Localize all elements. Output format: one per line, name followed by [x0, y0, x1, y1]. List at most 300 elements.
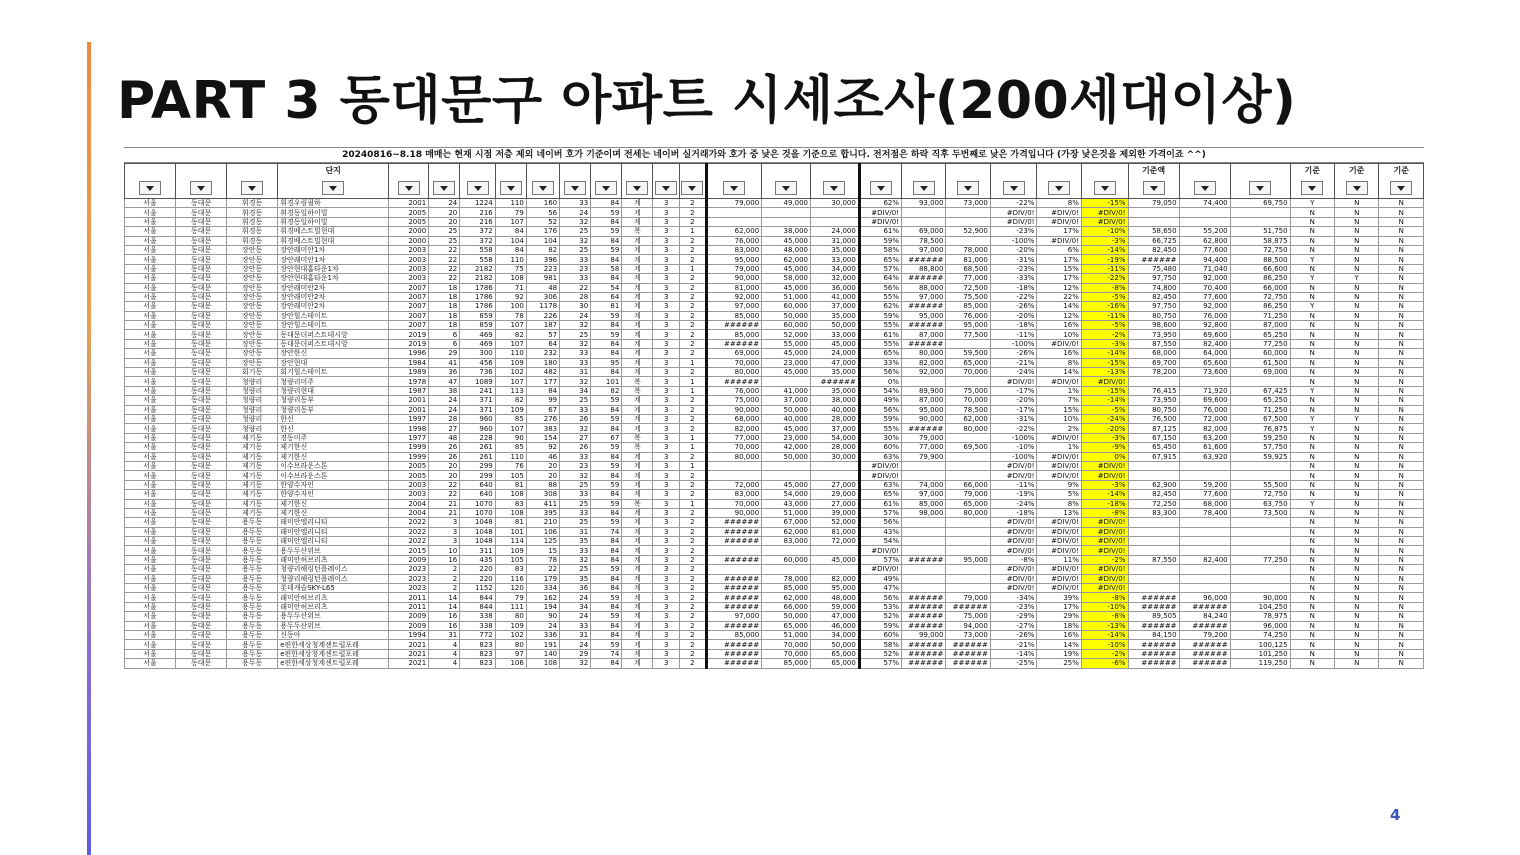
- table-cell: 2005: [389, 471, 429, 480]
- table-cell: 6%: [1037, 245, 1081, 254]
- table-cell: 서울: [125, 602, 176, 611]
- table-cell: 306: [526, 292, 559, 301]
- table-cell: 17%: [1037, 274, 1081, 283]
- table-cell: [811, 208, 860, 217]
- table-cell: N: [1290, 339, 1334, 348]
- table-cell: 53%: [859, 602, 901, 611]
- filter-dropdown-icon[interactable]: [1249, 181, 1271, 195]
- table-cell: 76,000: [946, 311, 990, 320]
- table-cell: 2182: [460, 274, 496, 283]
- table-cell: 109: [495, 546, 526, 555]
- table-cell: 84: [526, 386, 559, 395]
- table-cell: 65,000: [946, 358, 990, 367]
- table-row: [125, 612, 1424, 621]
- filter-dropdown-icon[interactable]: [823, 181, 845, 195]
- header-label: 기준액: [1141, 166, 1166, 175]
- table-cell: 79,200: [1179, 630, 1230, 639]
- table-cell: -14%: [1081, 630, 1128, 639]
- filter-dropdown-icon[interactable]: [241, 181, 263, 195]
- table-cell: 68,000: [1128, 349, 1179, 358]
- table-cell: 29,000: [811, 490, 860, 499]
- table-cell: 26: [560, 414, 591, 423]
- table-cell: 2003: [389, 255, 429, 264]
- table-cell: 동대문: [176, 452, 227, 461]
- table-cell: 45,000: [762, 424, 811, 433]
- table-cell: 서울: [125, 386, 176, 395]
- table-cell: 68,000: [1179, 499, 1230, 508]
- filter-dropdown-icon[interactable]: [775, 181, 797, 195]
- table-cell: 88,800: [902, 264, 946, 273]
- table-cell: [1128, 461, 1179, 470]
- table-cell: 65%: [859, 255, 901, 264]
- table-row: [125, 405, 1424, 414]
- table-cell: 서울: [125, 274, 176, 283]
- table-cell: 24: [560, 612, 591, 621]
- table-cell: 31: [560, 630, 591, 639]
- table-cell: 26: [560, 443, 591, 452]
- table-row: [125, 555, 1424, 564]
- table-cell: 59: [591, 640, 622, 649]
- table-cell: [811, 565, 860, 574]
- table-cell: 40,000: [811, 405, 860, 414]
- table-cell: 19%: [1037, 649, 1081, 658]
- table-cell: 0%: [1081, 452, 1128, 461]
- table-cell: N: [1290, 508, 1334, 517]
- table-cell: 80,750: [1128, 405, 1179, 414]
- table-cell: 83,000: [706, 490, 762, 499]
- filter-dropdown-icon[interactable]: [870, 181, 892, 195]
- table-cell: 56%: [859, 405, 901, 414]
- table-row: [125, 227, 1424, 236]
- table-cell: 장안힐스테이트: [278, 321, 389, 330]
- table-row: [125, 339, 1424, 348]
- table-cell: 동대문: [176, 405, 227, 414]
- table-cell: N: [1334, 602, 1378, 611]
- table-cell: 계: [622, 208, 653, 217]
- table-cell: [1179, 377, 1230, 386]
- filter-dropdown-icon[interactable]: [1048, 181, 1070, 195]
- table-cell: 65%: [859, 490, 901, 499]
- table-cell: 59%: [859, 621, 901, 630]
- table-cell: 15: [526, 546, 559, 555]
- table-cell: 24: [429, 396, 460, 405]
- table-cell: #DIV/0!: [859, 217, 901, 226]
- table-cell: 104: [495, 236, 526, 245]
- table-cell: 계: [622, 339, 653, 348]
- table-cell: N: [1334, 593, 1378, 602]
- table-cell: 3: [653, 208, 680, 217]
- table-cell: 계: [622, 565, 653, 574]
- filter-dropdown-icon[interactable]: [500, 181, 522, 195]
- table-cell: 65,000: [946, 499, 990, 508]
- filter-dropdown-icon[interactable]: [398, 181, 420, 195]
- filter-dropdown-icon[interactable]: [433, 181, 455, 195]
- table-cell: 49,000: [762, 199, 811, 208]
- table-cell: [946, 452, 990, 461]
- table-cell: 59%: [859, 414, 901, 423]
- table-cell: -8%: [1081, 593, 1128, 602]
- table-cell: N: [1379, 565, 1424, 574]
- table-cell: 용두두산위브: [278, 546, 389, 555]
- table-cell: N: [1379, 630, 1424, 639]
- table-cell: #DIV/0!: [1037, 461, 1081, 470]
- header-label: 기준: [1393, 166, 1409, 175]
- table-cell: N: [1379, 640, 1424, 649]
- filter-dropdown-icon[interactable]: [1094, 181, 1116, 195]
- table-cell: 2: [680, 283, 707, 292]
- table-cell: 82,000: [1179, 424, 1230, 433]
- table-cell: 69,000: [706, 349, 762, 358]
- table-cell: [902, 574, 946, 583]
- table-cell: 76,000: [1179, 405, 1230, 414]
- filter-dropdown-icon[interactable]: [723, 181, 745, 195]
- table-cell: 41,000: [762, 386, 811, 395]
- table-cell: -18%: [1081, 499, 1128, 508]
- table-cell: 63%: [859, 480, 901, 489]
- table-cell: 61%: [859, 499, 901, 508]
- table-cell: 용두두산위브: [278, 621, 389, 630]
- table-row: [125, 602, 1424, 611]
- table-cell: 2003: [389, 274, 429, 283]
- table-cell: 107: [495, 321, 526, 330]
- table-cell: 1: [680, 499, 707, 508]
- filter-dropdown-icon[interactable]: [1301, 181, 1323, 195]
- table-cell: 80,000: [946, 424, 990, 433]
- table-cell: [1230, 537, 1290, 546]
- table-cell: N: [1379, 283, 1424, 292]
- table-cell: [946, 217, 990, 226]
- table-cell: 22: [526, 565, 559, 574]
- table-cell: 1997: [389, 414, 429, 423]
- filter-dropdown-icon[interactable]: [1143, 181, 1165, 195]
- table-cell: 3: [653, 574, 680, 583]
- table-cell: 2: [680, 565, 707, 574]
- table-cell: N: [1379, 339, 1424, 348]
- table-cell: N: [1379, 602, 1424, 611]
- table-cell: 16: [429, 612, 460, 621]
- table-cell: -26%: [990, 349, 1037, 358]
- table-cell: [946, 546, 990, 555]
- table-cell: 56%: [859, 593, 901, 602]
- table-cell: 용두동: [227, 640, 278, 649]
- table-cell: 계: [622, 245, 653, 254]
- table-cell: 87,125: [1128, 424, 1179, 433]
- table-cell: 2: [680, 612, 707, 621]
- table-cell: ######: [902, 424, 946, 433]
- filter-dropdown-icon[interactable]: [1003, 181, 1025, 195]
- table-cell: 51,750: [1230, 227, 1290, 236]
- table-cell: N: [1334, 236, 1378, 245]
- table-cell: N: [1334, 621, 1378, 630]
- table-cell: 33: [560, 405, 591, 414]
- filter-dropdown-icon[interactable]: [190, 181, 212, 195]
- table-cell: 17%: [1037, 227, 1081, 236]
- table-cell: 3: [653, 245, 680, 254]
- table-cell: 서울: [125, 264, 176, 273]
- filter-dropdown-icon[interactable]: [467, 181, 489, 195]
- table-cell: 4: [429, 649, 460, 658]
- table-cell: N: [1334, 358, 1378, 367]
- header-label: [861, 164, 901, 166]
- header-label: [429, 164, 459, 166]
- table-cell: 84: [591, 621, 622, 630]
- table-cell: N: [1334, 292, 1378, 301]
- filter-dropdown-icon[interactable]: [1390, 181, 1412, 195]
- table-cell: 30,000: [811, 452, 860, 461]
- table-cell: 107: [495, 217, 526, 226]
- filter-dropdown-icon[interactable]: [532, 181, 554, 195]
- table-cell: 계: [622, 612, 653, 621]
- table-cell: 3: [653, 217, 680, 226]
- table-cell: N: [1290, 227, 1334, 236]
- table-cell: 261: [460, 452, 496, 461]
- table-cell: 25: [429, 236, 460, 245]
- filter-dropdown-icon[interactable]: [957, 181, 979, 195]
- header-cell: [389, 164, 429, 199]
- table-cell: -23%: [990, 602, 1037, 611]
- table-cell: N: [1334, 217, 1378, 226]
- header-label: 기준: [1304, 166, 1321, 175]
- table-cell: 47: [429, 377, 460, 386]
- table-cell: 서울: [125, 640, 176, 649]
- table-cell: 59: [591, 443, 622, 452]
- table-cell: 휘경동: [227, 236, 278, 245]
- table-cell: 장안동: [227, 245, 278, 254]
- table-cell: 3: [653, 405, 680, 414]
- table-cell: 23: [560, 461, 591, 470]
- table-cell: 2: [680, 537, 707, 546]
- table-cell: 서울: [125, 443, 176, 452]
- table-cell: 장안동: [227, 311, 278, 320]
- table-cell: 736: [460, 368, 496, 377]
- table-cell: N: [1334, 490, 1378, 499]
- table-cell: N: [1334, 283, 1378, 292]
- table-cell: 서울: [125, 630, 176, 639]
- table-cell: 1: [680, 264, 707, 273]
- table-cell: N: [1334, 245, 1378, 254]
- filter-dropdown-icon[interactable]: [681, 181, 703, 195]
- table-cell: N: [1334, 452, 1378, 461]
- table-cell: 85,000: [706, 330, 762, 339]
- table-cell: 104,250: [1230, 602, 1290, 611]
- table-cell: 24: [560, 311, 591, 320]
- table-cell: 97,750: [1128, 274, 1179, 283]
- table-cell: ######: [1128, 621, 1179, 630]
- table-cell: #DIV/0!: [1037, 537, 1081, 546]
- table-cell: 동대문: [176, 433, 227, 442]
- table-cell: 3: [653, 659, 680, 668]
- table-cell: 복: [622, 499, 653, 508]
- table-cell: -20%: [1081, 424, 1128, 433]
- table-cell: #DIV/0!: [1037, 518, 1081, 527]
- table-cell: 9%: [1037, 480, 1081, 489]
- table-cell: 33: [560, 508, 591, 517]
- table-cell: 55%: [859, 292, 901, 301]
- table-cell: ######: [902, 255, 946, 264]
- table-cell: 95,000: [706, 255, 762, 264]
- table-cell: 계: [622, 649, 653, 658]
- filter-dropdown-icon[interactable]: [564, 181, 586, 195]
- table-cell: 82,000: [811, 574, 860, 583]
- table-cell: 57%: [859, 508, 901, 517]
- table-cell: 81,000: [706, 283, 762, 292]
- table-cell: 95: [591, 358, 622, 367]
- table-cell: N: [1290, 659, 1334, 668]
- filter-dropdown-icon[interactable]: [1194, 181, 1216, 195]
- table-cell: N: [1334, 321, 1378, 330]
- table-cell: 12%: [1037, 283, 1081, 292]
- filter-dropdown-icon[interactable]: [139, 181, 161, 195]
- table-cell: [762, 461, 811, 470]
- table-cell: 80,000: [902, 349, 946, 358]
- table-cell: 110: [495, 199, 526, 208]
- table-cell: 85,000: [762, 584, 811, 593]
- table-cell: N: [1290, 584, 1334, 593]
- table-cell: N: [1379, 358, 1424, 367]
- table-cell: ######: [706, 339, 762, 348]
- table-cell: [706, 546, 762, 555]
- table-cell: [1128, 208, 1179, 217]
- table-cell: N: [1379, 321, 1424, 330]
- header-label: [227, 164, 277, 166]
- table-cell: 신동아: [278, 630, 389, 639]
- table-cell: ######: [946, 640, 990, 649]
- table-cell: [902, 527, 946, 536]
- filter-dropdown-icon[interactable]: [322, 181, 344, 195]
- header-cell: [811, 164, 860, 199]
- table-cell: N: [1379, 443, 1424, 452]
- table-cell: [762, 471, 811, 480]
- table-cell: 45,000: [762, 236, 811, 245]
- table-cell: 73,950: [1128, 396, 1179, 405]
- table-cell: 장안한신: [278, 349, 389, 358]
- table-cell: 76,000: [1179, 311, 1230, 320]
- table-cell: 서울: [125, 546, 176, 555]
- table-cell: 1999: [389, 452, 429, 461]
- table-cell: [1179, 546, 1230, 555]
- table-cell: 동대문: [176, 499, 227, 508]
- table-cell: 90,000: [902, 414, 946, 423]
- table-row: [125, 527, 1424, 536]
- filter-dropdown-icon[interactable]: [1346, 181, 1368, 195]
- table-cell: 서울: [125, 527, 176, 536]
- table-cell: #DIV/0!: [1081, 574, 1128, 583]
- table-cell: 102: [495, 630, 526, 639]
- table-cell: 1048: [460, 518, 496, 527]
- table-cell: [902, 518, 946, 527]
- table-cell: [946, 471, 990, 480]
- filter-dropdown-icon[interactable]: [913, 181, 935, 195]
- filter-dropdown-icon[interactable]: [655, 181, 677, 195]
- header-cell: [125, 164, 176, 199]
- table-cell: [1230, 518, 1290, 527]
- table-cell: 제기동: [227, 461, 278, 470]
- table-cell: 32: [560, 377, 591, 386]
- table-cell: 68,500: [946, 264, 990, 273]
- table-cell: 25: [560, 245, 591, 254]
- table-cell: 서울: [125, 499, 176, 508]
- table-cell: -3%: [1081, 236, 1128, 245]
- header-cell: [591, 164, 622, 199]
- table-cell: 59: [591, 499, 622, 508]
- table-row: [125, 584, 1424, 593]
- table-cell: [1179, 527, 1230, 536]
- table-cell: 78: [526, 555, 559, 564]
- table-cell: 래미안허브리츠: [278, 555, 389, 564]
- header-cell: [1334, 164, 1378, 199]
- table-cell: 97,750: [1128, 302, 1179, 311]
- table-cell: 1994: [389, 630, 429, 639]
- header-label: [125, 164, 175, 166]
- table-cell: 서울: [125, 424, 176, 433]
- table-cell: 제기동: [227, 452, 278, 461]
- table-cell: -17%: [990, 405, 1037, 414]
- table-cell: 3: [653, 227, 680, 236]
- table-cell: 79,050: [1128, 199, 1179, 208]
- table-cell: 47%: [859, 584, 901, 593]
- table-cell: 37,000: [762, 396, 811, 405]
- table-cell: [1230, 208, 1290, 217]
- table-cell: 71,920: [1179, 386, 1230, 395]
- table-cell: ######: [1128, 640, 1179, 649]
- table-cell: 2001: [389, 199, 429, 208]
- header-cell: [1037, 164, 1081, 199]
- table-cell: Y: [1290, 255, 1334, 264]
- table-cell: 69,500: [946, 443, 990, 452]
- table-row: [125, 490, 1424, 499]
- table-row: [125, 574, 1424, 583]
- table-cell: 용두동: [227, 565, 278, 574]
- filter-dropdown-icon[interactable]: [595, 181, 617, 195]
- table-cell: 2022: [389, 518, 429, 527]
- table-cell: 82,400: [1179, 555, 1230, 564]
- table-cell: 69,000: [1230, 368, 1290, 377]
- table-cell: N: [1379, 199, 1424, 208]
- table-cell: 62,000: [946, 414, 990, 423]
- table-cell: 64%: [859, 274, 901, 283]
- table-cell: 86,250: [1230, 274, 1290, 283]
- table-cell: 11%: [1037, 555, 1081, 564]
- table-cell: -23%: [990, 227, 1037, 236]
- table-cell: 장안힐스테이트: [278, 311, 389, 320]
- table-cell: 55%: [859, 424, 901, 433]
- table-cell: 55%: [859, 321, 901, 330]
- table-cell: 1152: [460, 584, 496, 593]
- table-cell: -19%: [990, 490, 1037, 499]
- table-cell: N: [1334, 527, 1378, 536]
- table-cell: 84: [495, 227, 526, 236]
- table-cell: 2: [680, 452, 707, 461]
- table-cell: 복: [622, 377, 653, 386]
- table-cell: 계: [622, 424, 653, 433]
- table-cell: 57%: [859, 659, 901, 668]
- table-cell: 동대문: [176, 565, 227, 574]
- table-cell: 2: [680, 414, 707, 423]
- table-cell: 3: [653, 527, 680, 536]
- table-cell: ######: [946, 649, 990, 658]
- table-cell: ######: [902, 602, 946, 611]
- table-cell: 823: [460, 659, 496, 668]
- table-cell: 장안현대홈타운1차: [278, 264, 389, 273]
- table-cell: N: [1290, 264, 1334, 273]
- table-cell: [1128, 377, 1179, 386]
- table-cell: N: [1334, 659, 1378, 668]
- filter-dropdown-icon[interactable]: [626, 181, 648, 195]
- table-cell: -14%: [1081, 490, 1128, 499]
- table-cell: 3: [653, 321, 680, 330]
- table-cell: [1179, 471, 1230, 480]
- table-cell: -19%: [1081, 255, 1128, 264]
